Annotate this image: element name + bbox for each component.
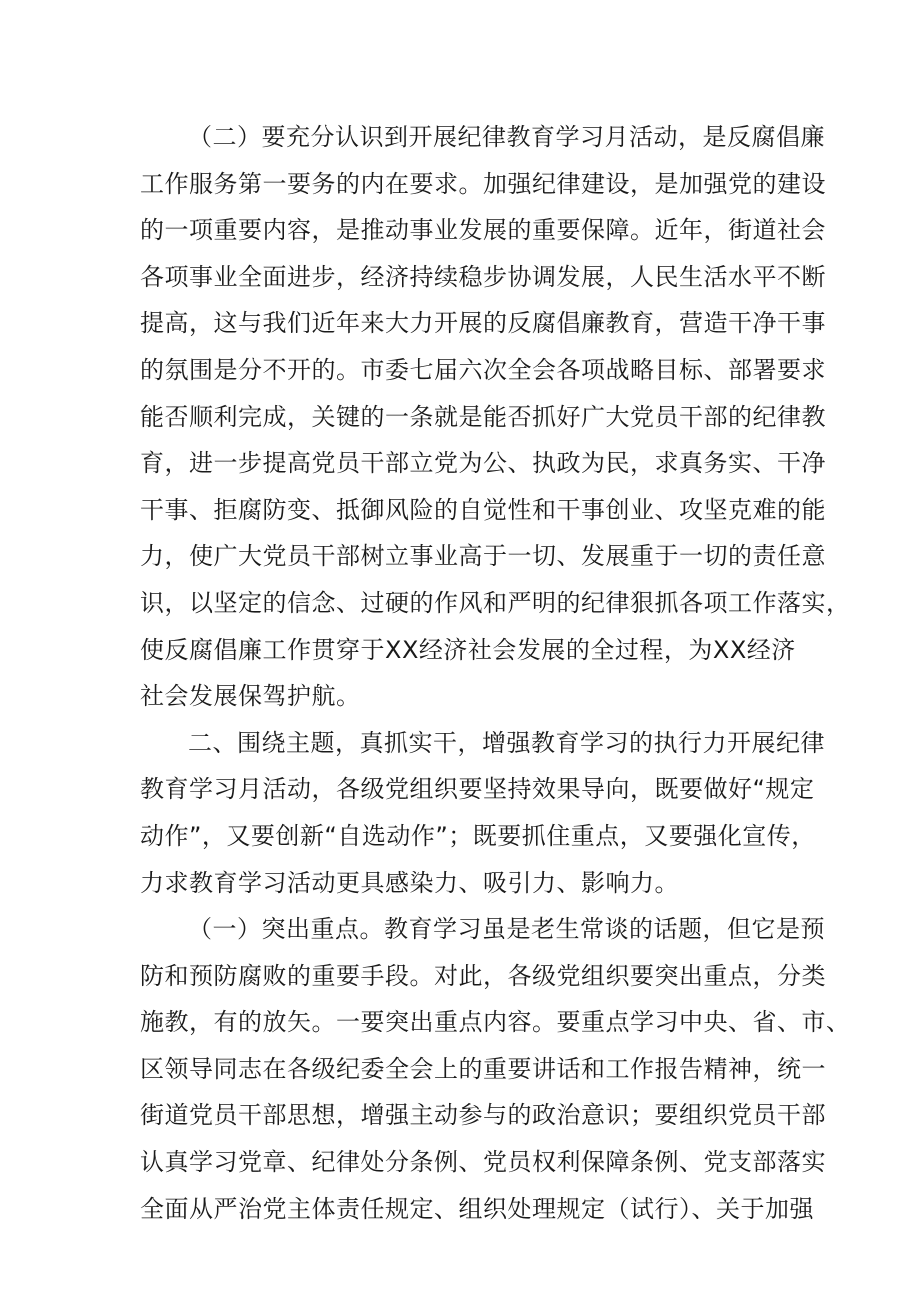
paragraph-3: [140, 906, 851, 1232]
text-line: （一）突出重点。教育学习虽是老生常谈的话题，但它是预: [188, 915, 825, 944]
text-line: 街道党员干部思想，增强主动参与的政治意识；要组织党员干部: [140, 1101, 826, 1130]
text-line: 能否顺利完成，关键的一条就是能否抓好广大党员干部的纪律教: [140, 402, 826, 431]
text-line: 认真学习党章、纪律处分条例、党员权利保障条例、党支部落实: [140, 1148, 826, 1177]
text-line: 育，进一步提高党员干部立党为公、执政为民，求真务实、干净: [140, 449, 826, 478]
text-line: （二）要充分认识到开展纪律教育学习月活动，是反腐倡廉: [188, 123, 825, 151]
text-line: 力求教育学习活动更具感染力、吸引力、影响力。: [140, 868, 679, 897]
text-line: 识，以坚定的信念、过硬的作风和严明的纪律狠抓各项工作落实，: [140, 588, 851, 617]
text-line: 社会发展保驾护航。: [140, 682, 361, 711]
text-line: 的氛围是分不开的。市委七届六次全会各项战略目标、部署要求: [140, 355, 826, 384]
paragraph-2: [140, 720, 825, 906]
text-line: 力，使广大党员干部树立事业高于一切、发展重于一切的责任意: [140, 542, 826, 571]
text-line: 各项事业全面进步，经济持续稳步协调发展，人民生活水平不断: [140, 262, 826, 291]
text-line: 工作服务第一要务的内在要求。加强纪律建设，是加强党的建设: [140, 169, 826, 198]
text-line: 二、围绕主题，真抓实干，增强教育学习的执行力开展纪律: [188, 728, 825, 757]
text-line: 防和预防腐败的重要手段。对此，各级党组织要突出重点，分类: [140, 961, 826, 990]
text-line: 使反腐倡廉工作贯穿于XX经济社会发展的全过程，为XX经济: [140, 635, 796, 664]
text-line: 动作”，又要创新“自选动作”；既要抓住重点，又要强化宣传，: [140, 821, 816, 850]
text-line: 施教，有的放矢。一要突出重点内容。要重点学习中央、省、市、: [140, 1008, 851, 1037]
text-line: 的一项重要内容，是推动事业发展的重要保障。近年，街道社会: [140, 216, 826, 245]
text-line: 干事、拒腐防变、抵御风险的自觉性和干事创业、攻坚克难的能: [140, 495, 826, 524]
text-line: 教育学习月活动，各级党组织要坚持效果导向，既要做好“规定: [140, 775, 815, 804]
text-line: 区领导同志在各级纪委全会上的重要讲话和工作报告精神，统一: [140, 1054, 826, 1083]
text-line: 提高，这与我们近年来大力开展的反腐倡廉教育，营造干净干事: [140, 309, 826, 338]
text-line: 全面从严治党主体责任规定、组织处理规定（试行）、关于加强: [140, 1194, 814, 1223]
paragraph-1: [140, 114, 851, 720]
document-body: [140, 114, 851, 1232]
